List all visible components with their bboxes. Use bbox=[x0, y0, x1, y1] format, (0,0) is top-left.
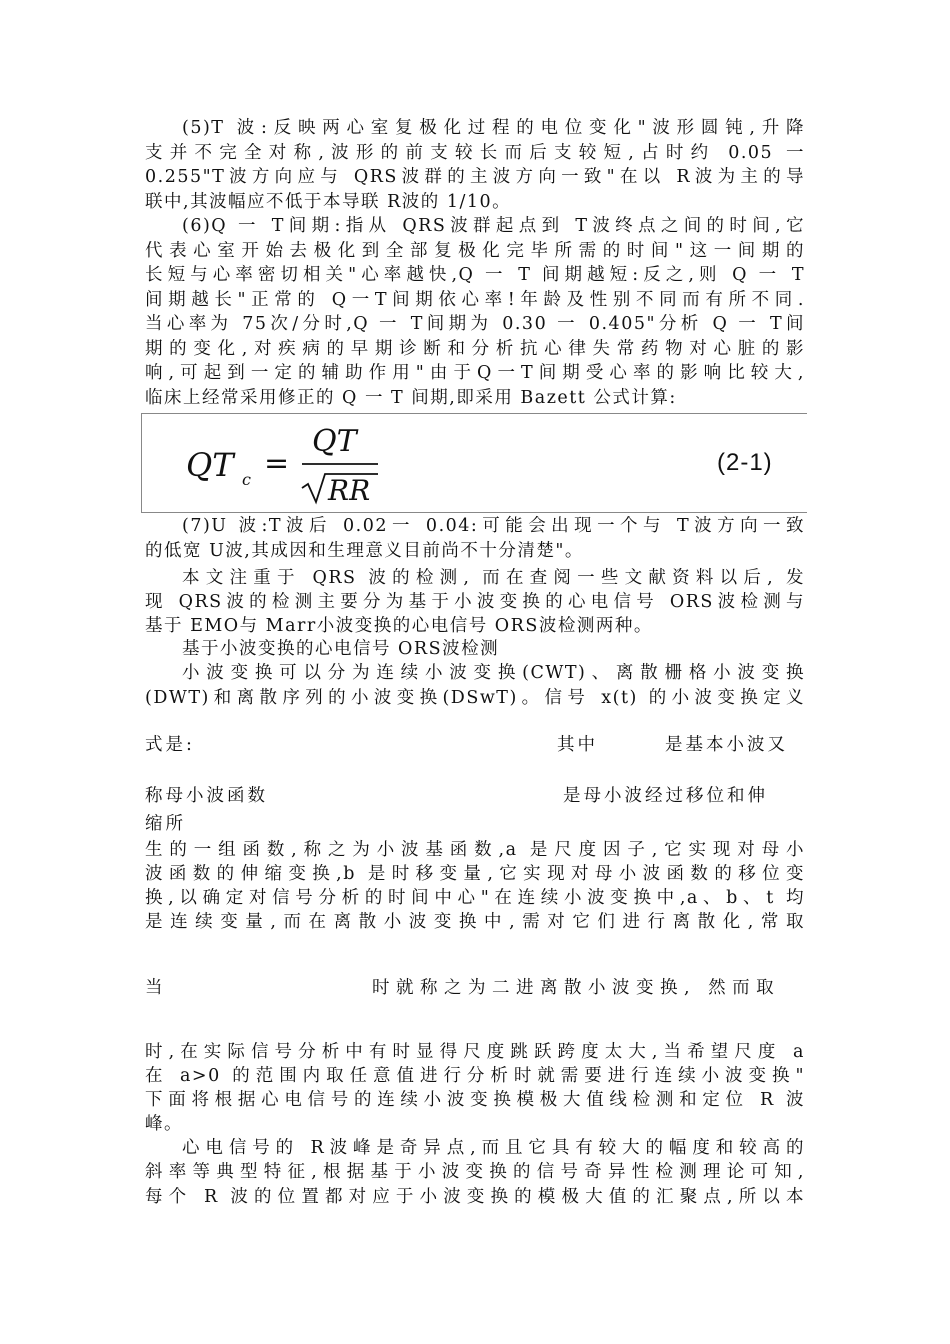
formula-denominator: RR bbox=[328, 474, 371, 507]
equation-number: (2-1) bbox=[717, 449, 773, 476]
text-line: 是连续变量,而在离散小波变换中,需对它们进行离散化,常取 bbox=[145, 912, 805, 932]
text-line: 生的一组函数,称之为小波基函数,a 是尺度因子,它实现对母小 bbox=[145, 840, 805, 860]
text-line: 的低宽 U波,其成因和生理意义目前尚不十分清楚"。 bbox=[145, 541, 584, 561]
text-fragment: 缩所 bbox=[145, 814, 186, 834]
text-line: 时,在实际信号分析中有时显得尺度跳跃跨度太大,当希望尺度 a bbox=[145, 1042, 805, 1062]
text-line: 响,可起到一定的辅助作用"由于Q一T间期受心率的影响比较大, bbox=[145, 363, 805, 383]
text-fragment: 式是: bbox=[145, 735, 195, 755]
text-line: (7)U 波:T波后 0.02一 0.04:可能会出现一个与 T波方向一致 bbox=[182, 516, 805, 536]
text-line: 波函数的伸缩变换,b 是时移变量,它实现对母小波函数的移位变 bbox=[145, 864, 805, 884]
text-line: 本文注重于 QRS 波的检测, 而在查阅一些文献资料以后, 发 bbox=[182, 568, 805, 588]
text-line: (6)Q 一 T间期:指从 QRS波群起点到 T波终点之间的时间,它 bbox=[182, 216, 805, 236]
text-line: 临床上经常采用修正的 Q 一 T 间期,即采用 Bazett 公式计算: bbox=[145, 388, 677, 408]
text-fragment: 称母小波函数 bbox=[145, 786, 268, 806]
text-line: 长短与心率密切相关"心率越快,Q 一 T 间期越短:反之,则 Q 一 T bbox=[145, 265, 805, 285]
text-line: 代表心室开始去极化到全部复极化完毕所需的时间"这一间期的 bbox=[145, 241, 805, 261]
section-heading: 基于小波变换的心电信号 ORS波检测 bbox=[182, 639, 500, 659]
text-fragment: 当 bbox=[145, 978, 166, 998]
text-fragment: 时就称之为二进离散小波变换, 然而取 bbox=[372, 978, 781, 998]
text-line: 峰。 bbox=[145, 1114, 183, 1134]
text-line: 0.255"T波方向应与 QRS波群的主波方向一致"在以 R波为主的导 bbox=[145, 167, 805, 187]
text-line: 斜率等典型特征,根据基于小波变换的信号奇异性检测理论可知, bbox=[145, 1162, 805, 1182]
formula-box bbox=[141, 413, 807, 513]
formula-lhs-subscript: c bbox=[242, 470, 251, 489]
text-line: 在 a>0 的范围内取任意值进行分析时就需要进行连续小波变换" bbox=[145, 1066, 805, 1086]
text-line: 间期越长"正常的 Q一T间期依心率!年龄及性别不同而有所不同. bbox=[145, 290, 805, 310]
text-line: (5)T 波:反映两心室复极化过程的电位变化"波形圆钝,升降 bbox=[182, 118, 805, 138]
text-fragment: 是母小波经过移位和伸 bbox=[563, 786, 768, 806]
formula-fraction-radical bbox=[142, 414, 808, 514]
text-line: 现 QRS波的检测主要分为基于小波变换的心电信号 ORS波检测与 bbox=[145, 592, 805, 612]
formula-equals: = bbox=[264, 446, 290, 481]
text-line: 期的变化,对疾病的早期诊断和分析抗心律失常药物对心脏的影 bbox=[145, 339, 805, 359]
text-line: 支并不完全对称,波形的前支较长而后支较短,占时约 0.05 一 bbox=[145, 143, 805, 163]
text-line: 每个 R 波的位置都对应于小波变换的模极大值的汇聚点,所以本 bbox=[145, 1187, 805, 1207]
text-line: (DWT)和离散序列的小波变换(DSwT)。信号 x(t) 的小波变换定义 bbox=[145, 688, 805, 708]
formula-lhs: QT bbox=[186, 446, 234, 484]
text-fragment: 是基本小波又 bbox=[665, 735, 788, 755]
formula-numerator: QT bbox=[312, 424, 357, 459]
text-line: 当心率为 75次/分时,Q 一 T间期为 0.30 一 0.405"分析 Q 一 T间 bbox=[145, 314, 805, 334]
text-fragment: 其中 bbox=[557, 735, 598, 755]
text-line: 基于 EMO与 Marr小波变换的心电信号 ORS波检测两种。 bbox=[145, 616, 653, 636]
text-line: 小波变换可以分为连续小波变换(CWT)、离散栅格小波变换 bbox=[182, 663, 805, 683]
text-line: 下面将根据心电信号的连续小波变换模极大值线检测和定位 R 波 bbox=[145, 1090, 805, 1110]
text-line: 心电信号的 R波峰是奇异点,而且它具有较大的幅度和较高的 bbox=[182, 1138, 805, 1158]
text-line: 换,以确定对信号分析的时间中心"在连续小波变换中,a、b、t 均 bbox=[145, 888, 805, 908]
text-line: 联中,其波幅应不低于本导联 R波的 1/10。 bbox=[145, 192, 512, 212]
